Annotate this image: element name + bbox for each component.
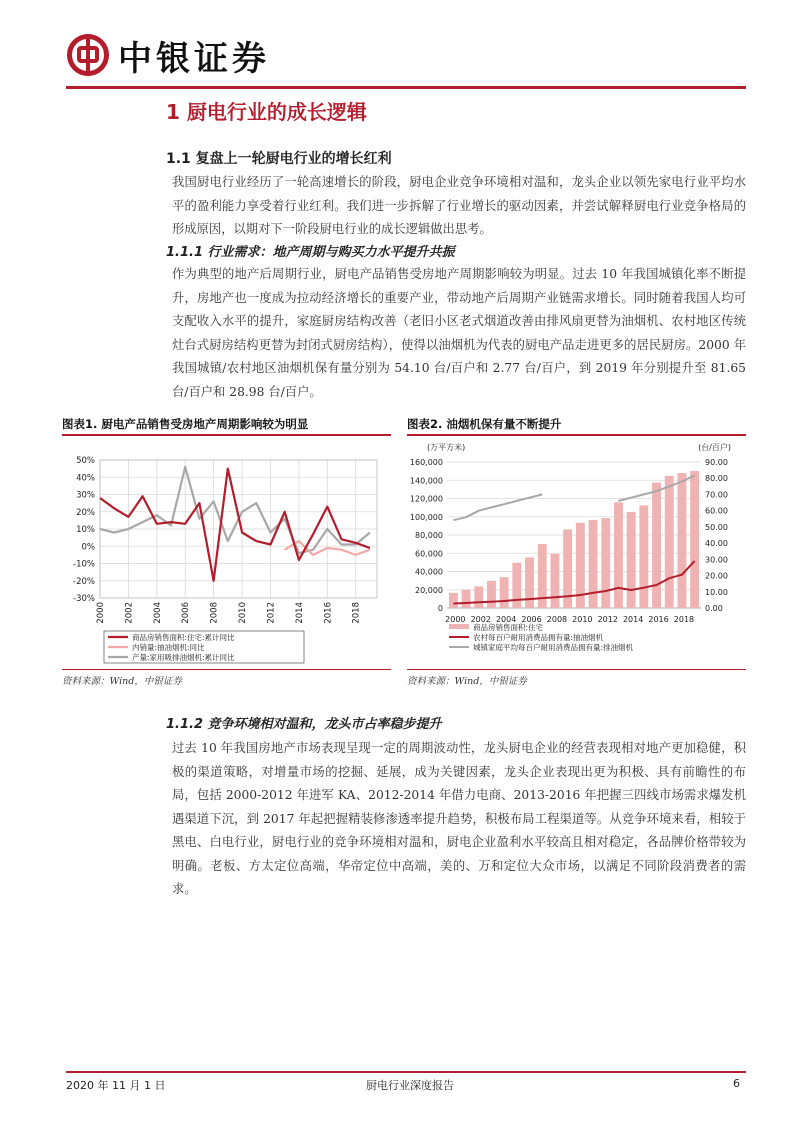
x-tick-label: 2010 (238, 602, 249, 624)
y-tick-label: -20% (73, 576, 95, 587)
y-tick-label: 40% (76, 473, 95, 484)
x-tick-label: 2006 (181, 602, 192, 624)
bar (601, 518, 610, 608)
bar (589, 520, 598, 608)
bar (652, 482, 661, 608)
y-left-tick-label: 100,000 (409, 512, 443, 522)
bar (678, 473, 687, 608)
left-axis-title: (万平方米) (427, 443, 466, 452)
right-axis-title: (台/百户) (698, 443, 731, 452)
bar (627, 512, 636, 608)
legend-label: 商品房销售面积:住宅 (473, 623, 544, 632)
y-tick-label: 20% (76, 507, 95, 518)
y-right-tick-label: 10.00 (705, 587, 728, 597)
figure1-top-rule (62, 434, 391, 436)
section-1-1-2-paragraph (172, 737, 746, 902)
legend-label: 产量:家用吸排油烟机:累计同比 (132, 653, 235, 662)
bar (614, 502, 623, 608)
y-right-tick-label: 40.00 (705, 539, 728, 549)
figure1-chart (62, 438, 392, 670)
bar (500, 577, 509, 608)
footer-date: 2020 年 11 月 1 日 (66, 1079, 166, 1092)
y-left-tick-label: 40,000 (415, 567, 443, 577)
x-tick-label: 2018 (351, 602, 362, 624)
x-tick-label: 2006 (521, 615, 542, 624)
y-right-tick-label: 20.00 (705, 571, 728, 581)
y-left-tick-label: 160,000 (409, 458, 443, 467)
y-left-tick-label: 0 (437, 604, 443, 613)
x-tick-label: 2000 (96, 602, 106, 624)
y-left-tick-label: 20,000 (415, 585, 443, 595)
bar (690, 471, 699, 608)
header-rule (66, 86, 746, 89)
y-left-tick-label: 120,000 (409, 494, 443, 504)
figure2-title: 图表2. 油烟机保有量不断提升 (407, 417, 562, 431)
x-tick-label: 2008 (209, 602, 220, 624)
figure2-source: 资料来源：Wind，中银证券 (407, 676, 527, 687)
paragraph-text: 我国厨电行业经历了一轮高速增长的阶段，厨电企业竞争环境相对温和，龙头企业以领先家电行业平均水平的盈利能力享受着行业红利。我们进一步拆解了行业增长的驱动因素，并尝试解释厨电行业竞争格局的形成原因，以期对下一阶段厨电行业的成长逻辑做出思考。 (172, 175, 746, 236)
y-left-tick-label: 80,000 (415, 531, 443, 540)
bank-of-china-logo-icon (66, 33, 110, 77)
bar (525, 557, 534, 608)
x-tick-label: 2010 (572, 615, 593, 624)
x-tick-label: 2002 (124, 602, 135, 624)
section-1-1-paragraph (172, 171, 746, 242)
x-tick-label: 2016 (648, 615, 669, 624)
figure1-bottom-rule (62, 669, 391, 670)
legend-label: 农村每百户耐用消费品拥有量:抽油烟机 (473, 633, 604, 642)
x-tick-label: 2008 (546, 615, 568, 624)
figure1-chart-svg (62, 438, 392, 666)
y-right-tick-label: 80.00 (705, 474, 728, 484)
x-tick-label: 2014 (622, 615, 644, 624)
x-tick-label: 2014 (294, 602, 305, 624)
bar (462, 590, 471, 608)
subsection-title: 1.1 复盘上一轮厨电行业的增长红利 (166, 151, 392, 167)
bar (665, 476, 674, 608)
y-left-tick-label: 140,000 (409, 476, 443, 486)
y-left-tick-label: 60,000 (415, 549, 443, 559)
y-right-tick-label: 30.00 (705, 555, 728, 565)
y-right-tick-label: 70.00 (705, 490, 728, 500)
section-1-1-1-paragraph (172, 263, 746, 404)
y-tick-label: 50% (76, 456, 95, 466)
y-right-tick-label: 90.00 (705, 458, 728, 467)
figure2-chart (407, 438, 746, 670)
bar (449, 593, 458, 608)
x-tick-label: 2012 (266, 602, 277, 624)
y-tick-label: -10% (73, 559, 95, 570)
bar (551, 554, 560, 608)
figure2-chart-svg (407, 438, 746, 666)
figure1-title: 图表1. 厨电产品销售受房地产周期影响较为明显 (62, 417, 309, 431)
y-tick-label: -30% (73, 594, 95, 604)
bar (639, 505, 648, 608)
legend-swatch (449, 624, 469, 629)
y-right-tick-label: 0.00 (705, 604, 723, 613)
x-tick-label: 2004 (152, 602, 163, 624)
figure2-top-rule (407, 434, 746, 436)
paragraph-text: 作为典型的地产后周期行业，厨电产品销售受房地产周期影响较为明显。过去 10 年我国城镇化率不断提升，房地产也一度成为拉动经济增长的重要产业，带动地产后周期产业链需求增长。同时随着我国人均可支配收入水平的提升，家庭厨房结构改善（老旧小区老式烟道改善由排风扇更替为油烟机、农村地区传统灶台式厨房结构更替为封闭式厨房结构），使得以油烟机为代表的厨电产品走进更多的居民厨房。2000 年我国城镇/农村地区油烟机保有量分别为 54.10 台/百户和 2.77 台/百户，到 2019 年分别提升至 81.65 台/百户和 28.98 台/百户。 (172, 267, 746, 399)
figure2-bottom-rule (407, 669, 746, 670)
bar (487, 581, 496, 608)
y-tick-label: 0% (81, 542, 95, 553)
footer-page-number: 6 (733, 1077, 740, 1090)
bar (474, 586, 483, 608)
subsubsection-title-demand: 1.1.1 行业需求：地产周期与购买力水平提升共振 (166, 245, 455, 260)
footer-rule (66, 1071, 746, 1073)
y-right-tick-label: 60.00 (705, 506, 728, 516)
x-tick-label: 2000 (445, 615, 466, 624)
paragraph-text: 过去 10 年我国房地产市场表现呈现一定的周期波动性，龙头厨电企业的经营表现相对地产更加稳健，积极的渠道策略，对增量市场的挖掘、延展，成为关键因素，龙头企业表现出更为积极、具有前瞻性的布局，包括 2000-2012 年进军 KA、2012-2014 年借力电商、2013-2016 年把握三四线市场需求爆发机遇渠道下沉，到 2017 年起把握精装修渗透率提升趋势，积极布局工程渠道等。从竞争环境来看，相较于黑电、白电行业，厨电行业的竞争环境相对温和，厨电企业盈利水平较高且相对稳定，各品牌价格带较为明确。老板、方太定位高端，华帝定位中高端，美的、万和定位大众市场，以满足不同阶段消费者的需求。 (172, 741, 746, 896)
legend-label: 商品房销售面积:住宅:累计同比 (132, 633, 235, 642)
y-tick-label: 30% (76, 490, 95, 501)
y-right-tick-label: 50.00 (705, 522, 728, 532)
legend-label: 内销量:抽油烟机:同比 (132, 643, 205, 652)
bar (512, 563, 521, 608)
legend-label: 城镇家庭平均每百户耐用消费品拥有量:排油烟机 (473, 643, 634, 652)
x-tick-label: 2004 (495, 615, 517, 624)
x-tick-label: 2018 (673, 615, 695, 624)
x-tick-label: 2012 (597, 615, 618, 624)
figure1-source: 资料来源：Wind，中银证券 (62, 676, 182, 687)
x-tick-label: 2002 (470, 615, 491, 624)
section-title: 1 厨电行业的成长逻辑 (166, 100, 367, 124)
logo-text: 中银证券 (118, 38, 270, 79)
subsubsection-title-competition: 1.1.2 竞争环境相对温和，龙头市占率稳步提升 (166, 717, 442, 732)
footer-report-name: 厨电行业深度报告 (366, 1079, 454, 1092)
y-tick-label: 10% (76, 525, 95, 535)
x-tick-label: 2016 (323, 602, 334, 624)
header-logo (66, 30, 270, 80)
